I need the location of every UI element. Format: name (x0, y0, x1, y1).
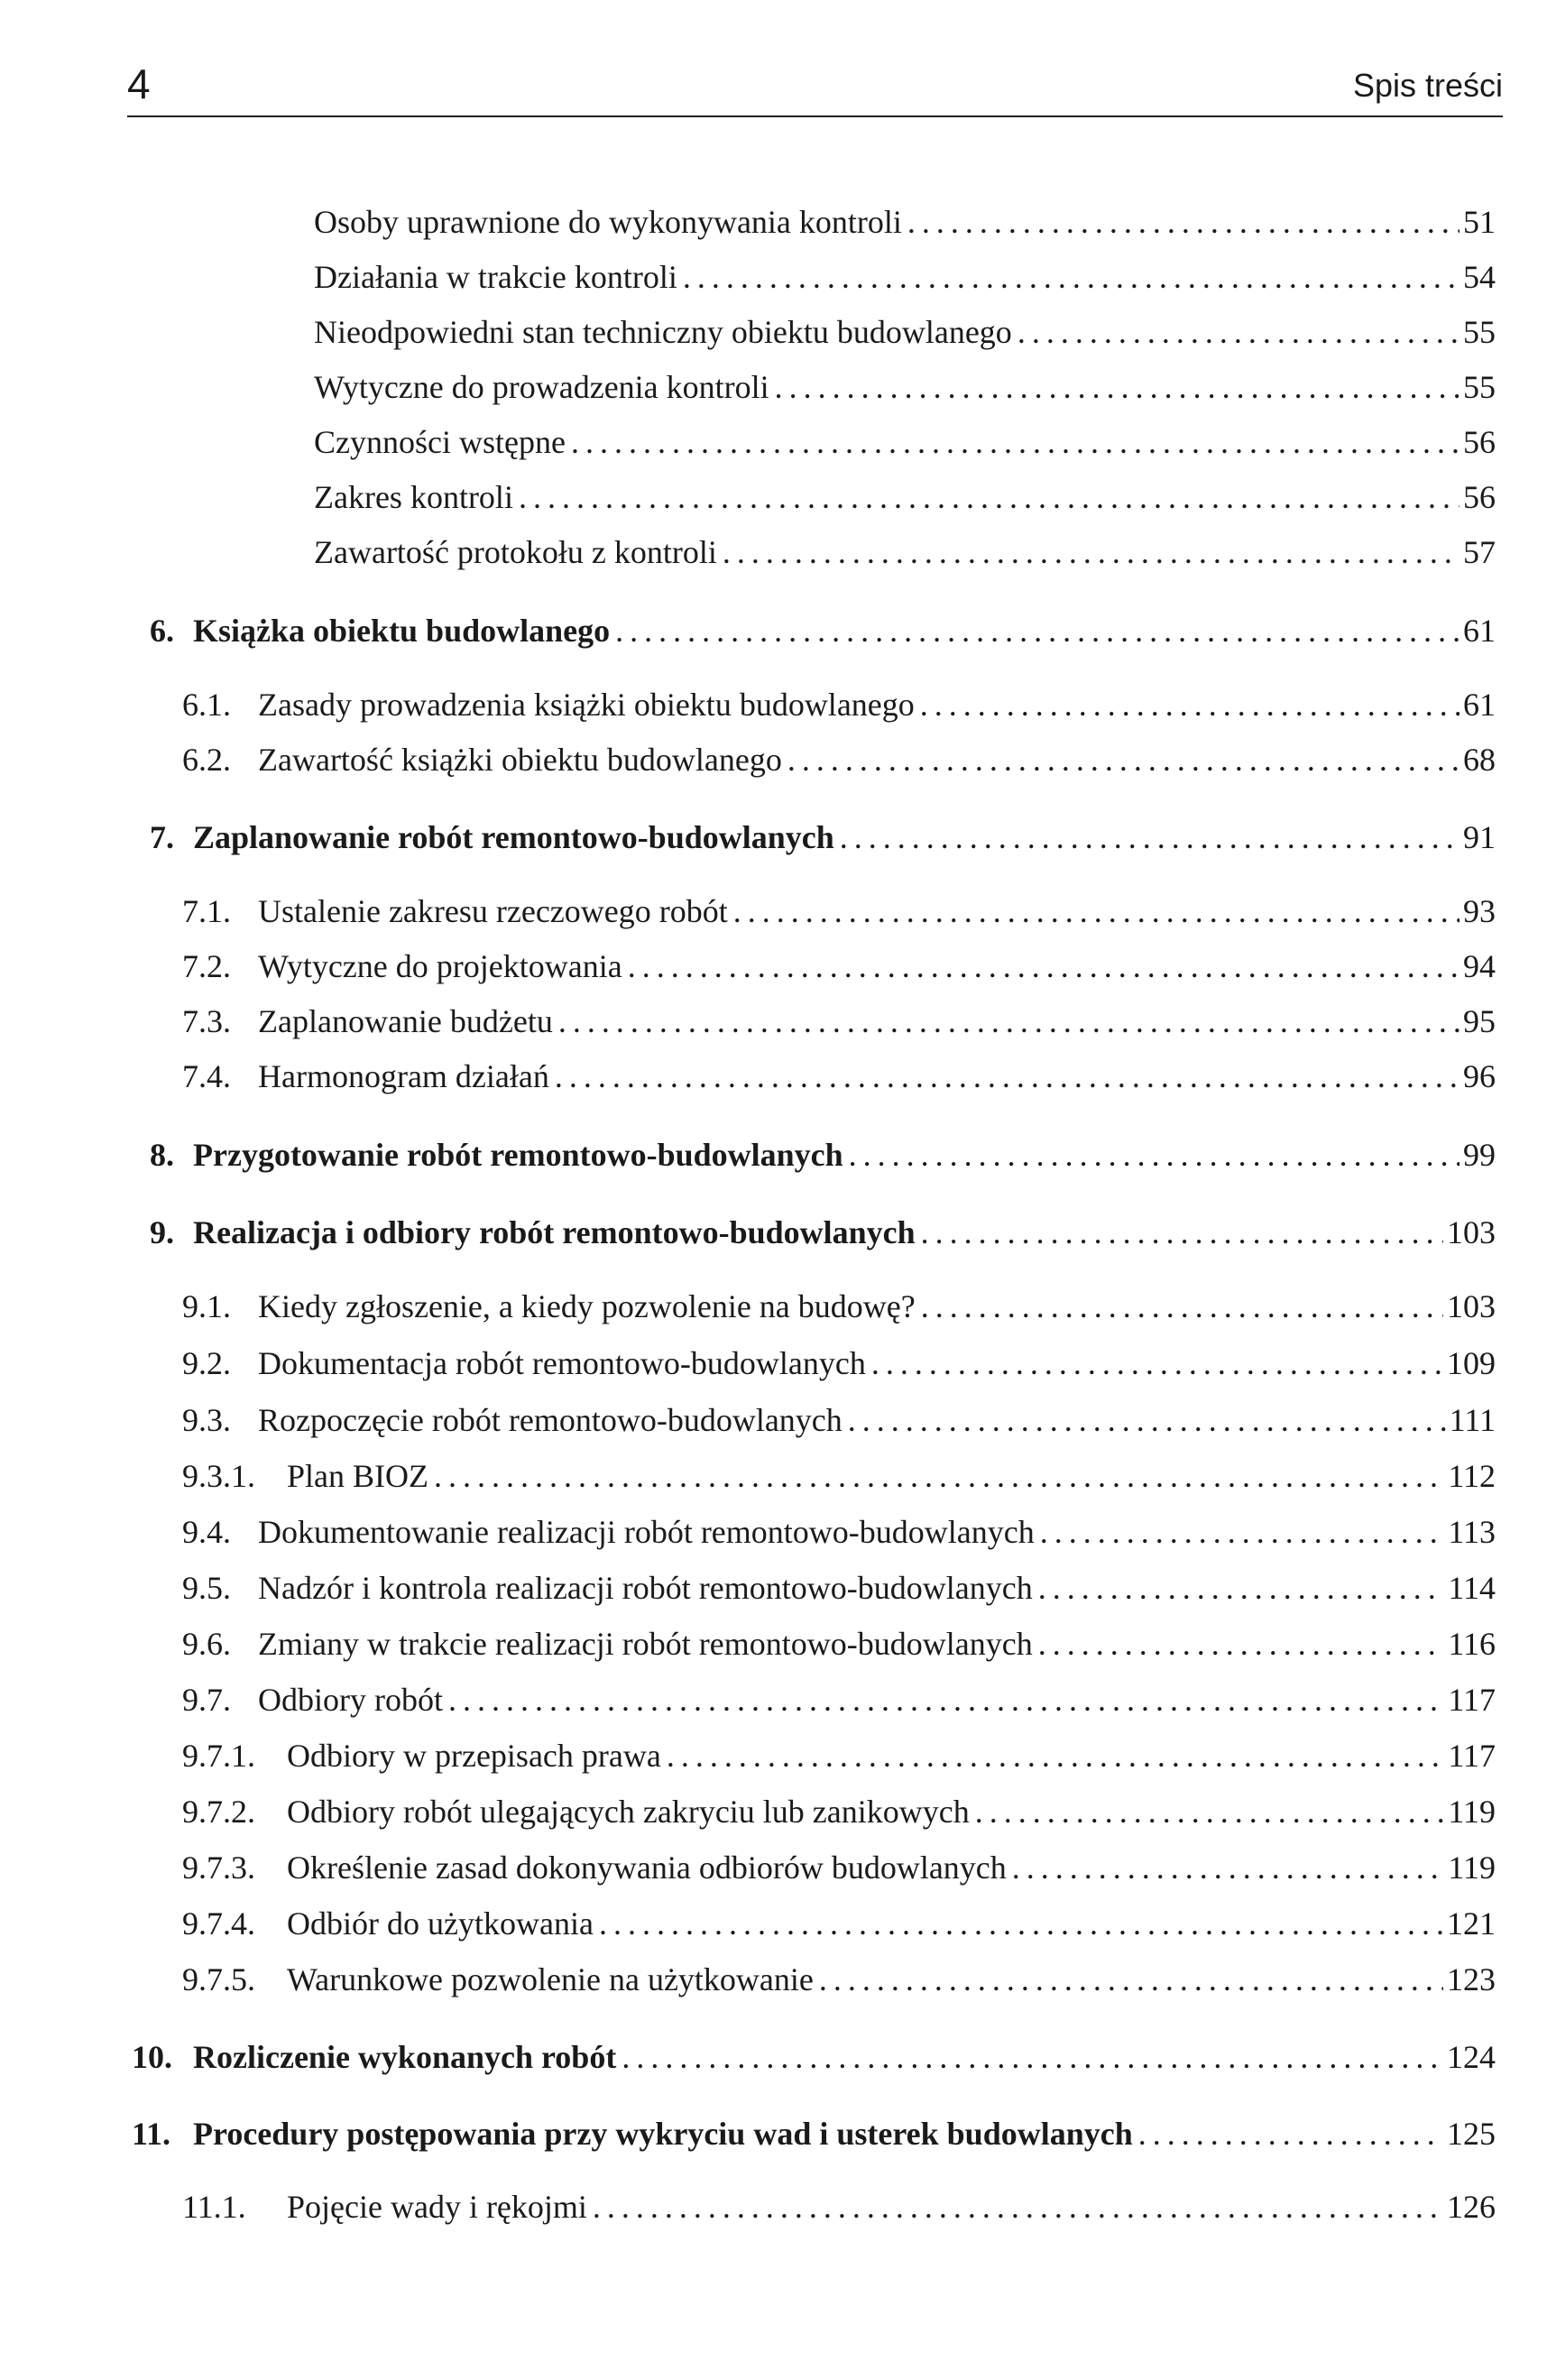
toc-chapter-number: 7. (150, 819, 174, 855)
toc-entry-number: 7.1. (182, 893, 231, 929)
toc-entry-number: 7.3. (182, 1003, 231, 1039)
toc-entry-title: Wytyczne do prowadzenia kontroli (314, 369, 769, 405)
toc-entry-page: 113 (1448, 1514, 1496, 1550)
toc-entry[interactable] (314, 416, 1496, 468)
dot-leader (921, 1280, 1443, 1333)
toc-entry[interactable] (182, 1050, 1496, 1102)
toc-entry-page: 119 (1448, 1794, 1496, 1830)
dot-leader (819, 1953, 1443, 2006)
dot-leader (555, 1050, 1459, 1102)
dot-leader (921, 1206, 1443, 1259)
toc-entry[interactable] (182, 940, 1496, 992)
toc-entry-title: Wytyczne do projektowania (258, 948, 622, 984)
toc-entry[interactable] (182, 1562, 1496, 1614)
toc-entry-page: 117 (1448, 1682, 1496, 1718)
toc-chapter-title: Rozliczenie wykonanych robót (193, 2039, 617, 2075)
toc-entry-page: 68 (1463, 742, 1496, 778)
dot-leader (920, 678, 1459, 731)
toc-entry-page: 126 (1447, 2189, 1496, 2225)
toc-entry-number: 9.4. (182, 1514, 231, 1550)
toc-entry-title: Zasady prowadzenia książki obiektu budowlanego (258, 687, 915, 723)
toc-entry-title: Osoby uprawnione do wykonywania kontroli (314, 204, 902, 240)
toc-entry-title: Zawartość książki obiektu budowlanego (258, 742, 782, 778)
dot-leader (628, 940, 1459, 992)
toc-chapter-page: 124 (1447, 2039, 1496, 2075)
toc-chapter-number: 11. (132, 2116, 171, 2152)
toc-entry-number: 9.1. (182, 1288, 231, 1324)
toc-entry-page: 111 (1449, 1402, 1496, 1438)
toc-entry-title: Pojęcie wady i rękojmi (287, 2189, 587, 2225)
dot-leader (571, 416, 1459, 468)
toc-entry[interactable] (182, 995, 1496, 1047)
toc-entry-page: 116 (1448, 1626, 1496, 1662)
toc-entry-title: Plan BIOZ (287, 1458, 428, 1494)
dot-leader (733, 885, 1459, 937)
dot-leader (621, 2031, 1443, 2083)
toc-entry-page: 121 (1447, 1905, 1496, 1942)
toc-entry-page: 51 (1463, 204, 1496, 240)
dot-leader (775, 361, 1459, 413)
toc-chapter[interactable] (150, 811, 1496, 863)
dot-leader (907, 196, 1459, 248)
toc-chapter[interactable] (150, 1129, 1496, 1181)
toc-chapter-number: 6. (150, 613, 174, 649)
toc-entry-page: 56 (1463, 479, 1496, 515)
toc-entry-page: 117 (1448, 1738, 1496, 1774)
toc-entry-page: 57 (1463, 534, 1496, 570)
toc-entry[interactable] (182, 1785, 1496, 1838)
toc-entry[interactable] (182, 885, 1496, 937)
dot-leader (1138, 2108, 1443, 2160)
toc-entry-number: 9.3. (182, 1402, 231, 1438)
toc-entry-title: Nadzór i kontrola realizacji robót remontowo-budowlanych (258, 1570, 1033, 1606)
dot-leader (615, 604, 1459, 657)
toc-entry[interactable] (182, 1337, 1496, 1389)
toc-entry-page: 96 (1463, 1058, 1496, 1094)
toc-entry[interactable] (182, 1280, 1496, 1333)
toc-entry-number: 11.1. (182, 2189, 246, 2225)
toc-entry-title: Zakres kontroli (314, 479, 513, 515)
toc-entry-page: 94 (1463, 948, 1496, 984)
toc-entry-title: Kiedy zgłoszenie, a kiedy pozwolenie na budowę? (258, 1288, 916, 1324)
toc-entry[interactable] (182, 2181, 1496, 2233)
dot-leader (787, 733, 1459, 786)
running-title: Spis treści (1352, 67, 1503, 104)
toc-entry-page: 123 (1447, 1961, 1496, 1997)
toc-entry-page: 54 (1463, 259, 1496, 295)
toc-entry[interactable] (314, 471, 1496, 523)
toc-entry-title: Nieodpowiedni stan techniczny obiektu budowlanego (314, 314, 1012, 350)
toc-entry-title: Dokumentowanie realizacji robót remontowo-budowlanych (258, 1514, 1035, 1550)
toc-entry-number: 9.7.3. (182, 1850, 255, 1886)
dot-leader (1017, 306, 1459, 358)
dot-leader (975, 1785, 1445, 1838)
toc-entry-number: 7.2. (182, 948, 231, 984)
toc-entry[interactable] (314, 196, 1496, 248)
toc-entry[interactable] (314, 361, 1496, 413)
page-number: 4 (127, 60, 151, 107)
toc-entry[interactable] (182, 1897, 1496, 1950)
toc-chapter-page: 61 (1463, 613, 1496, 649)
toc-entry-title: Odbiór do użytkowania (287, 1905, 594, 1942)
dot-leader (683, 251, 1459, 303)
toc-chapter-title: Przygotowanie robót remontowo-budowlanych (193, 1137, 843, 1173)
toc-entry-title: Czynności wstępne (314, 424, 566, 460)
toc-entry[interactable] (182, 733, 1496, 786)
toc-entry-title: Działania w trakcie kontroli (314, 259, 677, 295)
toc-entry-number: 9.7.1. (182, 1738, 255, 1774)
toc-entry-title: Zawartość protokołu z kontroli (314, 534, 717, 570)
toc-entry-page: 112 (1448, 1458, 1496, 1494)
toc-entry[interactable] (314, 306, 1496, 358)
dot-leader (848, 1394, 1446, 1446)
toc-entry[interactable] (182, 1674, 1496, 1726)
toc-chapter-page: 91 (1463, 819, 1496, 855)
toc-entry[interactable] (182, 1506, 1496, 1558)
dot-leader (840, 811, 1459, 863)
dot-leader (849, 1129, 1459, 1181)
toc-entry-number: 9.3.1. (182, 1458, 255, 1494)
dot-leader (558, 995, 1459, 1047)
toc-entry-title: Odbiory robót ulegających zakryciu lub zanikowych (287, 1794, 970, 1830)
dot-leader (1038, 1562, 1445, 1614)
toc-entry-title: Zaplanowanie budżetu (258, 1003, 553, 1039)
toc-entry-title: Harmonogram działań (258, 1058, 549, 1094)
dot-leader (667, 1730, 1444, 1782)
toc-entry-number: 7.4. (182, 1058, 231, 1094)
toc-chapter-title: Realizacja i odbiory robót remontowo-budowlanych (193, 1214, 916, 1250)
toc-chapter-page: 99 (1463, 1137, 1496, 1173)
dot-leader (1012, 1841, 1445, 1894)
toc-entry-number: 9.7.4. (182, 1905, 255, 1942)
toc-chapter-number: 10. (132, 2039, 172, 2075)
toc-entry-page: 109 (1447, 1345, 1496, 1381)
toc-chapter-page: 103 (1447, 1214, 1496, 1250)
toc-entry[interactable] (314, 526, 1496, 578)
toc-entry-title: Ustalenie zakresu rzeczowego robót (258, 893, 728, 929)
toc-entry-page: 119 (1448, 1850, 1496, 1886)
toc-entry-number: 6.2. (182, 742, 231, 778)
toc-entry-number: 9.2. (182, 1345, 231, 1381)
toc-chapter[interactable] (150, 604, 1496, 657)
toc-entry[interactable] (182, 1450, 1496, 1502)
toc-chapter-title: Książka obiektu budowlanego (193, 613, 611, 649)
toc-entry-title: Odbiory w przepisach prawa (287, 1738, 661, 1774)
toc-entry[interactable] (182, 1394, 1496, 1446)
toc-entry-title: Odbiory robót (258, 1682, 443, 1718)
dot-leader (434, 1450, 1444, 1502)
toc-chapter-number: 8. (150, 1137, 174, 1173)
toc-entry-page: 95 (1463, 1003, 1496, 1039)
toc-entry-page: 93 (1463, 893, 1496, 929)
toc-entry-title: Dokumentacja robót remontowo-budowlanych (258, 1345, 866, 1381)
toc-entry-page: 55 (1463, 314, 1496, 350)
toc-entry[interactable] (314, 251, 1496, 303)
toc-entry-number: 9.6. (182, 1626, 231, 1662)
dot-leader (1038, 1618, 1445, 1670)
toc-chapter-number: 9. (150, 1214, 174, 1250)
toc-chapter-title: Procedury postępowania przy wykryciu wad i usterek budowlanych (193, 2116, 1133, 2152)
dot-leader (448, 1674, 1444, 1726)
toc-entry-page: 61 (1463, 687, 1496, 723)
toc-entry[interactable] (182, 678, 1496, 731)
toc-entry-page: 114 (1448, 1570, 1496, 1606)
toc-entry-title: Rozpoczęcie robót remontowo-budowlanych (258, 1402, 842, 1438)
toc-entry-page: 103 (1447, 1288, 1496, 1324)
toc-entry-page: 55 (1463, 369, 1496, 405)
toc-entry-title: Zmiany w trakcie realizacji robót remontowo-budowlanych (258, 1626, 1033, 1662)
toc-entry[interactable] (182, 1953, 1496, 2006)
toc-entry[interactable] (182, 1841, 1496, 1894)
toc-entry[interactable] (182, 1730, 1496, 1782)
dot-leader (593, 2181, 1443, 2233)
dot-leader (1040, 1506, 1445, 1558)
toc-entry[interactable] (182, 1618, 1496, 1670)
toc-chapter[interactable] (150, 1206, 1496, 1259)
dot-leader (723, 526, 1459, 578)
toc-entry-number: 9.5. (182, 1570, 231, 1606)
toc-entry-title: Określenie zasad dokonywania odbiorów budowlanych (287, 1850, 1007, 1886)
toc-chapter-title: Zaplanowanie robót remontowo-budowlanych (193, 819, 834, 855)
toc-entry-number: 6.1. (182, 687, 231, 723)
toc-chapter-page: 125 (1447, 2116, 1496, 2152)
toc-entry-number: 9.7.2. (182, 1794, 255, 1830)
dot-leader (871, 1337, 1443, 1389)
toc-entry-page: 56 (1463, 424, 1496, 460)
dot-leader (519, 471, 1459, 523)
toc-chapter[interactable] (132, 2108, 1496, 2160)
dot-leader (599, 1897, 1443, 1950)
toc-entry-number: 9.7.5. (182, 1961, 255, 1997)
toc-entry-title: Warunkowe pozwolenie na użytkowanie (287, 1961, 814, 1997)
toc-entry-number: 9.7. (182, 1682, 231, 1718)
toc-chapter[interactable] (132, 2031, 1496, 2083)
